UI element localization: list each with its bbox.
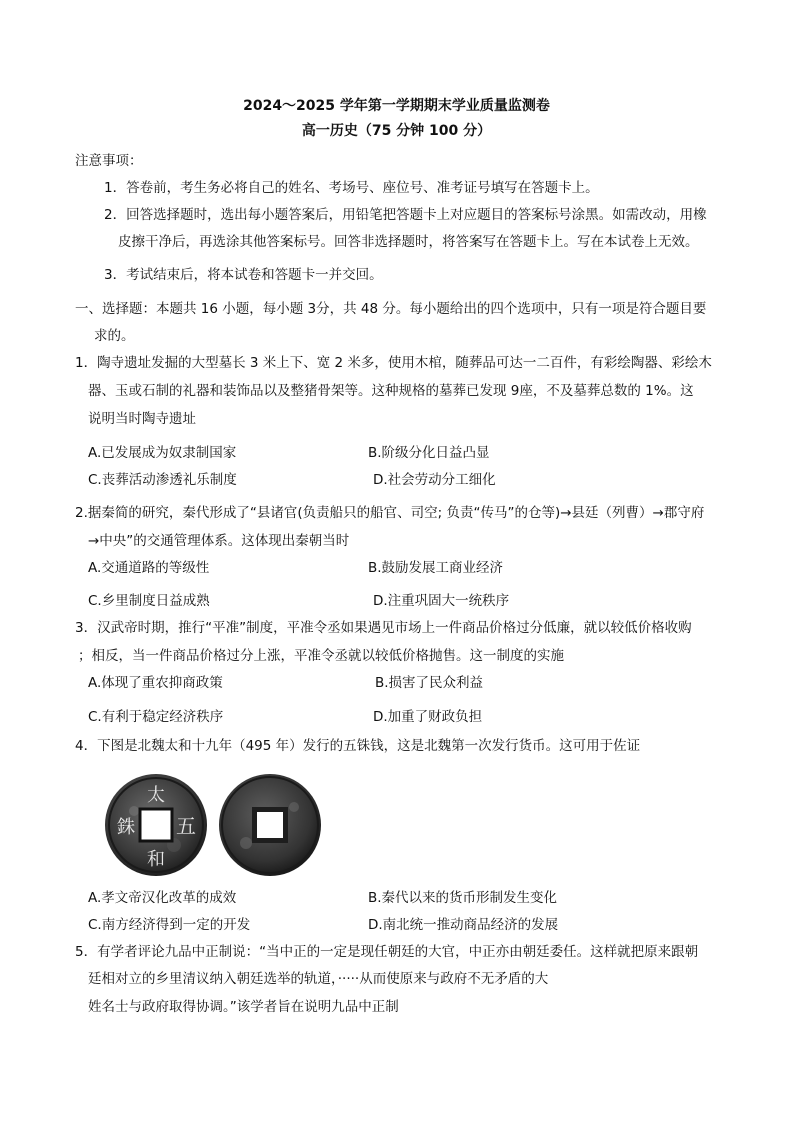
section-heading-cont: 求的。 [94, 328, 135, 344]
question-stem: 器、玉或石制的礼器和装饰品以及整猪骨架等。这种规格的墓葬已发现 9座，不及墓葬总数的 1%。这 [88, 383, 694, 399]
option-a[interactable]: A.体现了重农抑商政策 [88, 675, 223, 691]
question-stem: →中央”的交通管理体系。这体现出秦朝当时 [88, 533, 350, 549]
option-d[interactable]: D.南北统一推动商品经济的发展 [368, 917, 559, 933]
question-stem: 4．下图是北魏太和十九年（495 年）发行的五铢钱，这是北魏第一次发行货币。这可用于佐证 [75, 738, 641, 754]
note-item: 皮擦干净后，再选涂其他答案标号。回答非选择题时，将答案写在答题卡上。写在本试卷上无效。 [118, 234, 699, 250]
coin-glyph: 和 [147, 849, 165, 870]
option-d[interactable]: D.加重了财政负担 [373, 709, 483, 725]
option-d[interactable]: D.注重巩固大一统秩序 [373, 593, 510, 609]
coin-glyph: 太 [147, 785, 165, 806]
option-d[interactable]: D.社会劳动分工细化 [373, 472, 496, 488]
option-a[interactable]: A.交通道路的等级性 [88, 560, 210, 576]
option-c[interactable]: C.南方经济得到一定的开发 [88, 917, 251, 933]
question-stem: ；相反，当一件商品价格过分上涨，平准令丞就以较低价格抛售。这一制度的实施 [78, 648, 564, 664]
question-stem: 3．汉武帝时期，推行“平准”制度，平准令丞如果遇见市场上一件商品价格过分低廉，就以较低价格收购 [75, 620, 692, 636]
option-c[interactable]: C.乡里制度日益成熟 [88, 593, 210, 609]
note-item: 2．回答选择题时，选出每小题答案后，用铅笔把答题卡上对应题目的答案标号涂黑。如需改动，用橡 [104, 207, 707, 223]
option-c[interactable]: C.有利于稳定经济秩序 [88, 709, 224, 725]
coin-reverse-image [218, 773, 322, 877]
exam-title: 2024～2025 学年第一学期期末学业质量监测卷 [243, 98, 550, 114]
question-stem: 1．陶寺遗址发掘的大型墓长 3 米上下、宽 2 米多，使用木棺，随葬品可达一二百件，有彩绘陶器、彩绘木 [75, 355, 712, 371]
option-c[interactable]: C.丧葬活动渗透礼乐制度 [88, 472, 237, 488]
question-stem: 廷相对立的乡里清议纳入朝廷选举的轨道，·····从而使原来与政府不无矛盾的大 [88, 971, 549, 987]
notes-heading: 注意事项： [75, 153, 143, 169]
question-stem: 5．有学者评论九品中正制说：“当中正的一定是现任朝廷的大官，中正亦由朝廷委任。这样就把原来跟朝 [75, 944, 699, 960]
exam-subtitle: 高一历史（75 分钟 100 分） [301, 123, 492, 139]
coin-glyph: 五 [176, 814, 196, 838]
question-stem: 说明当时陶寺遗址 [88, 411, 196, 427]
coin-glyph: 銖 [117, 817, 135, 838]
option-b[interactable]: B.鼓励发展工商业经济 [368, 560, 504, 576]
option-a[interactable]: A.已发展成为奴隶制国家 [88, 445, 237, 461]
question-stem: 姓名士与政府取得协调。”该学者旨在说明九品中正制 [88, 999, 399, 1015]
option-b[interactable]: B.阶级分化日益凸显 [368, 445, 490, 461]
option-b[interactable]: B.秦代以来的货币形制发生变化 [368, 890, 558, 906]
note-item: 3．考试结束后，将本试卷和答题卡一并交回。 [104, 267, 383, 283]
section-heading: 一、选择题：本题共 16 小题，每小题 3分，共 48 分。每小题给出的四个选项中，只有一项是符合题目要 [75, 301, 707, 317]
note-item: 1．答卷前，考生务必将自己的姓名、考场号、座位号、准考证号填写在答题卡上。 [104, 180, 599, 196]
option-a[interactable]: A.孝文帝汉化改革的成效 [88, 890, 237, 906]
option-b[interactable]: B.损害了民众利益 [375, 675, 484, 691]
question-stem: 2.据秦简的研究，秦代形成了“县诸官(负责船只的船官、司空; 负责“传马”的仓等)→县廷（列曹）→郡守府 [75, 505, 705, 521]
coin-obverse-image [104, 773, 208, 877]
